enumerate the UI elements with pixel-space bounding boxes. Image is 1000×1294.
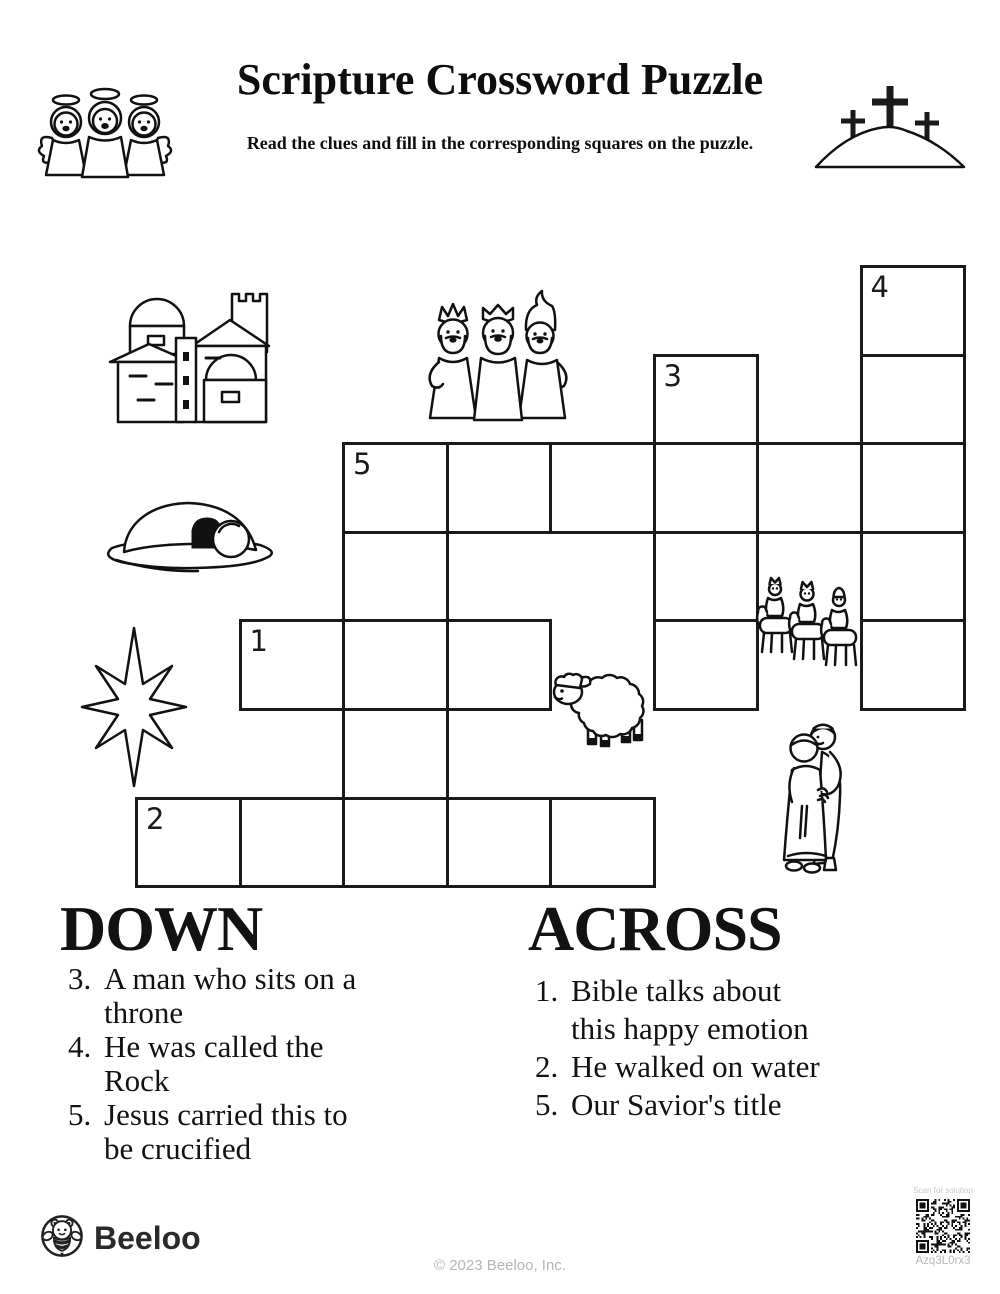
clue-text: Jesus carried this to be crucified bbox=[104, 1097, 348, 1167]
clue-text: Our Savior's title bbox=[571, 1086, 782, 1122]
wise-men-on-camels-illustration bbox=[752, 572, 864, 670]
cell-number: 3 bbox=[663, 358, 682, 393]
crossword-cell[interactable] bbox=[446, 442, 553, 534]
qr-code bbox=[916, 1199, 970, 1253]
crossword-cell[interactable] bbox=[860, 442, 967, 534]
crossword-cell[interactable] bbox=[653, 531, 760, 623]
star-of-bethlehem-illustration bbox=[80, 626, 188, 788]
brand-wordmark: Beeloo bbox=[94, 1220, 201, 1256]
clue-number: 1. bbox=[535, 973, 559, 1008]
empty-tomb-illustration bbox=[98, 484, 282, 574]
sheep-illustration bbox=[548, 654, 656, 754]
clue-number: 5. bbox=[535, 1086, 559, 1122]
clue-text: He was called the Rock bbox=[104, 1029, 324, 1099]
across-clue-5 bbox=[535, 1086, 823, 1124]
crossword-cell[interactable] bbox=[239, 619, 346, 711]
cell-number: 4 bbox=[870, 270, 889, 304]
crossword-cell[interactable] bbox=[756, 442, 863, 534]
across-heading: ACROSS bbox=[528, 893, 782, 964]
across-clue-list bbox=[535, 972, 823, 1124]
page-title: Scripture Crossword Puzzle bbox=[236, 55, 764, 104]
crossword-cell[interactable] bbox=[653, 619, 760, 711]
crossword-cell[interactable] bbox=[860, 354, 967, 446]
three-wise-men-illustration bbox=[417, 286, 579, 422]
qr-code-id: Azq3L0rx3 bbox=[915, 1255, 971, 1267]
down-clue-3 bbox=[68, 962, 376, 1030]
bee-logo-icon bbox=[40, 1214, 84, 1258]
down-clue-5 bbox=[68, 1098, 376, 1166]
clue-text: A man who sits on a throne bbox=[104, 961, 357, 1031]
clue-number: 5. bbox=[68, 1097, 92, 1133]
clue-text: Bible talks about this happy emotion bbox=[571, 973, 809, 1046]
qr-block bbox=[890, 1186, 996, 1267]
across-clue-2 bbox=[535, 1048, 823, 1086]
crossword-cell[interactable] bbox=[135, 797, 242, 889]
crossword-cell[interactable] bbox=[342, 708, 449, 800]
down-heading: DOWN bbox=[60, 893, 263, 964]
crossword-cell[interactable] bbox=[239, 797, 346, 889]
clue-number: 4. bbox=[68, 1029, 92, 1065]
bethlehem-city-illustration bbox=[102, 282, 274, 424]
qr-scan-label: Scan for solution bbox=[913, 1186, 973, 1195]
down-clue-4 bbox=[68, 1030, 376, 1098]
crossword-cell[interactable] bbox=[860, 265, 967, 357]
clue-text: He walked on water bbox=[571, 1048, 820, 1084]
crossword-cell[interactable] bbox=[653, 354, 760, 446]
down-clue-list bbox=[68, 962, 376, 1167]
crossword-cell[interactable] bbox=[446, 619, 553, 711]
crossword-cell[interactable] bbox=[446, 797, 553, 889]
cell-number: 5 bbox=[353, 447, 372, 482]
angels-illustration bbox=[34, 80, 176, 180]
clue-number: 3. bbox=[68, 961, 92, 996]
crossword-cell[interactable] bbox=[342, 442, 449, 534]
prodigal-son-hug-illustration bbox=[766, 710, 850, 878]
crossword-cell[interactable] bbox=[342, 619, 449, 711]
crossword-cell[interactable] bbox=[342, 531, 449, 623]
crossword-cell[interactable] bbox=[860, 531, 967, 623]
across-clue-1 bbox=[535, 972, 823, 1048]
crossword-cell[interactable] bbox=[653, 442, 760, 534]
crosses-on-hill-illustration bbox=[813, 80, 967, 170]
crossword-cell[interactable] bbox=[549, 797, 656, 889]
page-subtitle: Read the clues and fill in the corresponding squares on the puzzle. bbox=[246, 133, 754, 153]
copyright-text: © 2023 Beeloo, Inc. bbox=[434, 1257, 566, 1274]
crossword-cell[interactable] bbox=[342, 797, 449, 889]
crossword-cell[interactable] bbox=[549, 442, 656, 534]
crossword-cell[interactable] bbox=[860, 619, 967, 711]
cell-number: 2 bbox=[146, 801, 165, 836]
clue-number: 2. bbox=[535, 1048, 559, 1084]
brand-logo bbox=[40, 1212, 290, 1260]
cell-number: 1 bbox=[249, 624, 268, 659]
